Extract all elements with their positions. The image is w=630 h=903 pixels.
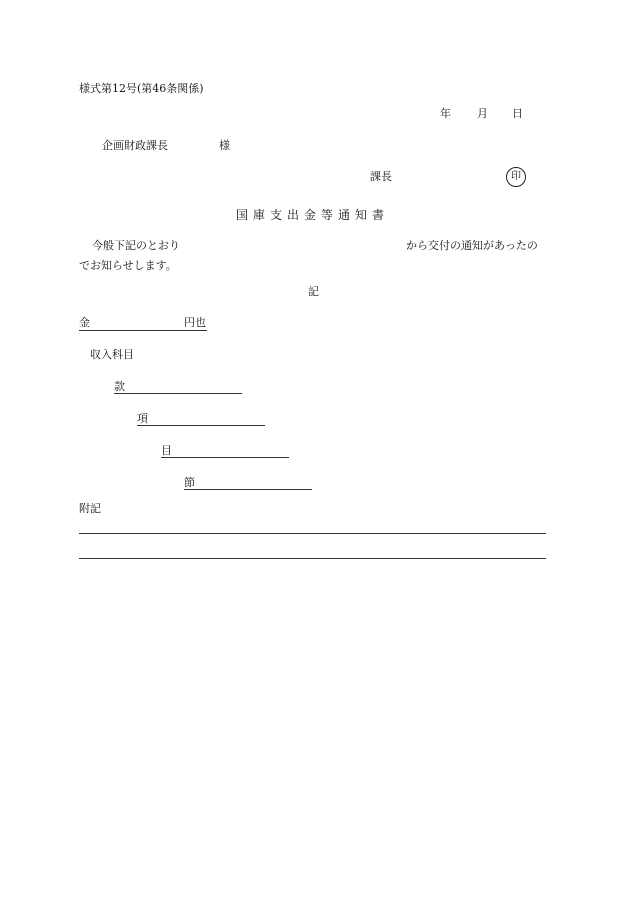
revenue-heading: 収入科目 [90,348,134,361]
note-heading: 記 [308,285,319,298]
date-month: 月 [477,107,488,120]
date-day: 日 [512,107,523,120]
recipient-title: 企画財政課長 [102,139,168,152]
seal-mark: 印 [506,167,526,187]
revenue-setsu-underline [184,489,312,490]
recipient-honorific: 様 [219,139,230,152]
document-title: 国庫支出金等通知書 [236,208,390,222]
appendix-line-2 [79,558,546,559]
revenue-moku-label: 目 [161,444,172,457]
revenue-setsu-label: 節 [184,476,195,489]
sender-title: 課長 [370,170,392,183]
body-line2: でお知らせします。 [79,259,177,272]
revenue-kan-underline [114,393,242,394]
amount-prefix: 金 [79,316,90,329]
revenue-kou-underline [137,425,265,426]
revenue-moku-underline [161,457,289,458]
revenue-kan-label: 款 [114,380,125,393]
amount-underline [79,330,207,331]
body-line1-end: から交付の通知があったの [406,239,538,252]
body-line1-start: 今般下記のとおり [92,239,180,252]
appendix-line-1 [79,533,546,534]
revenue-kou-label: 項 [137,412,148,425]
form-number: 様式第12号(第46条関係) [79,82,204,95]
amount-suffix: 円也 [184,316,206,329]
date-year: 年 [440,107,451,120]
appendix-label: 附記 [79,502,101,515]
